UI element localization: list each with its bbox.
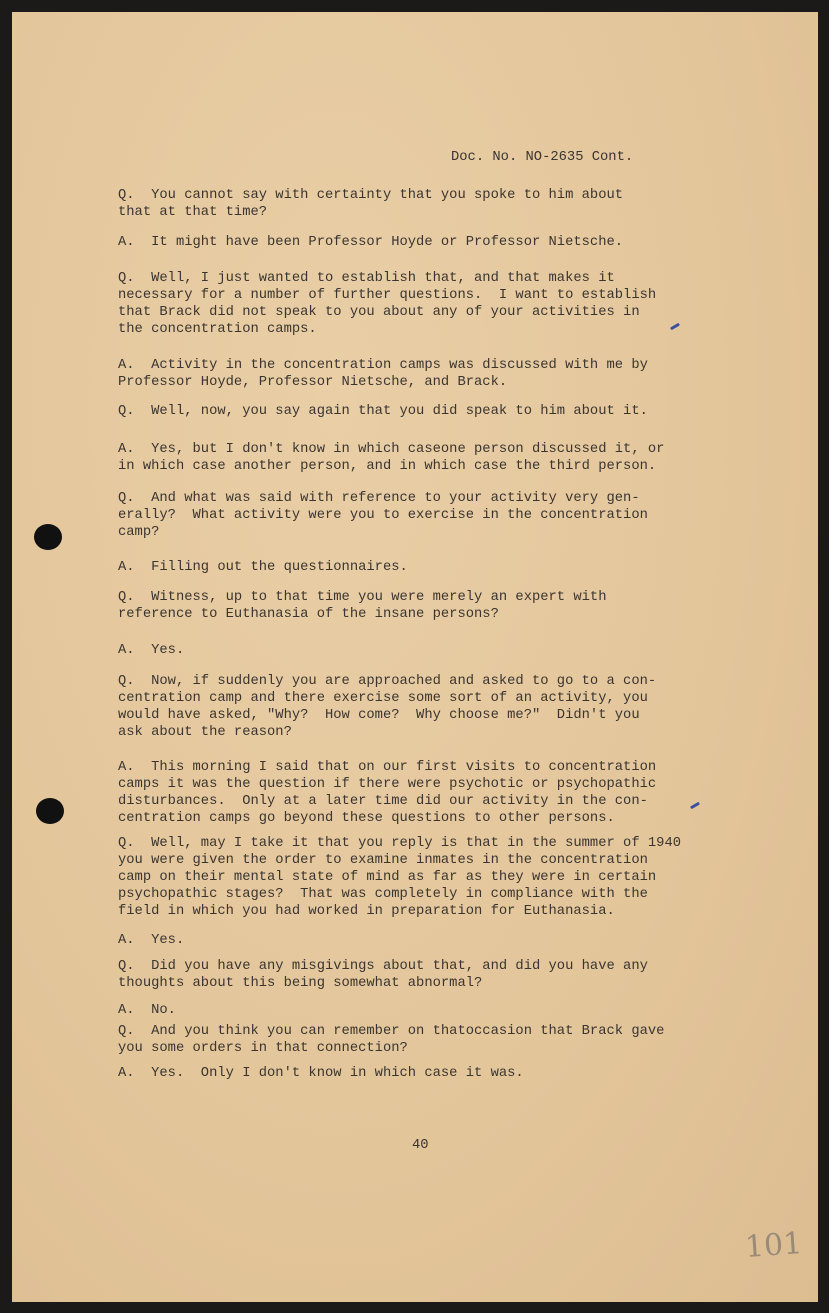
text-line: A. Yes, but I don't know in which caseone person discussed it, or (118, 442, 665, 457)
text-line: A. Activity in the concentration camps was discussed with me by (118, 358, 648, 373)
text-line: you were given the order to examine inmates in the concentration (118, 853, 648, 868)
text-line: Q. And what was said with reference to your activity very gen- (118, 491, 640, 506)
text-line: field in which you had worked in preparation for Euthanasia. (118, 904, 615, 919)
text-line: in which case another person, and in which case the third person. (118, 459, 657, 474)
text-line: A. Filling out the questionnaires. (118, 560, 408, 575)
text-line: would have asked, "Why? How come? Why choose me?" Didn't you (118, 708, 640, 723)
text-line: A. It might have been Professor Hoyde or Professor Nietsche. (118, 235, 624, 250)
text-line: centration camp and there exercise some sort of an activity, you (118, 691, 648, 706)
text-line: reference to Euthanasia of the insane persons? (118, 607, 499, 622)
text-line: camp? (118, 525, 160, 540)
text-line: Q. Now, if suddenly you are approached and asked to go to a con- (118, 674, 657, 689)
text-line: camps it was the question if there were psychotic or psychopathic (118, 777, 657, 792)
text-line: psychopathic stages? That was completely in compliance with the (118, 887, 648, 902)
text-line: Q. Well, now, you say again that you did speak to him about it. (118, 404, 648, 419)
text-line: Q. Well, may I take it that you reply is that in the summer of 1940 (118, 836, 682, 851)
text-line: centration camps go beyond these questions to other persons. (118, 811, 615, 826)
text-line: Q. Well, I just wanted to establish that, and that makes it (118, 271, 615, 286)
text-line: thoughts about this being somewhat abnormal? (118, 976, 483, 991)
text-line: A. This morning I said that on our first visits to concentration (118, 760, 657, 775)
text-line: Professor Hoyde, Professor Nietsche, and Brack. (118, 375, 508, 390)
text-line: Q. And you think you can remember on thatoccasion that Brack gave (118, 1024, 665, 1039)
text-line: erally? What activity were you to exercise in the concentration (118, 508, 648, 523)
punch-hole (34, 524, 62, 550)
text-line: ask about the reason? (118, 725, 292, 740)
page-number: 40 (412, 1138, 429, 1153)
text-line: Q. Witness, up to that time you were merely an expert with (118, 590, 607, 605)
text-line: you some orders in that connection? (118, 1041, 408, 1056)
handwritten-page-number: 101 (743, 1226, 804, 1265)
document-number: Doc. No. NO-2635 Cont. (451, 150, 634, 165)
text-line: that Brack did not speak to you about any of your activities in (118, 305, 640, 320)
text-line: A. Yes. (118, 933, 185, 948)
text-line: camp on their mental state of mind as far as they were in certain (118, 870, 657, 885)
text-line: disturbances. Only at a later time did our activity in the con- (118, 794, 648, 809)
punch-hole (36, 798, 64, 824)
text-line: Q. You cannot say with certainty that you spoke to him about (118, 188, 624, 203)
text-line: Q. Did you have any misgivings about that, and did you have any (118, 959, 648, 974)
text-line: that at that time? (118, 205, 268, 220)
text-line: necessary for a number of further questions. I want to establish (118, 288, 657, 303)
text-line: A. Yes. (118, 643, 185, 658)
text-line: the concentration camps. (118, 322, 317, 337)
text-line: A. No. (118, 1003, 176, 1018)
text-line: A. Yes. Only I don't know in which case it was. (118, 1066, 524, 1081)
